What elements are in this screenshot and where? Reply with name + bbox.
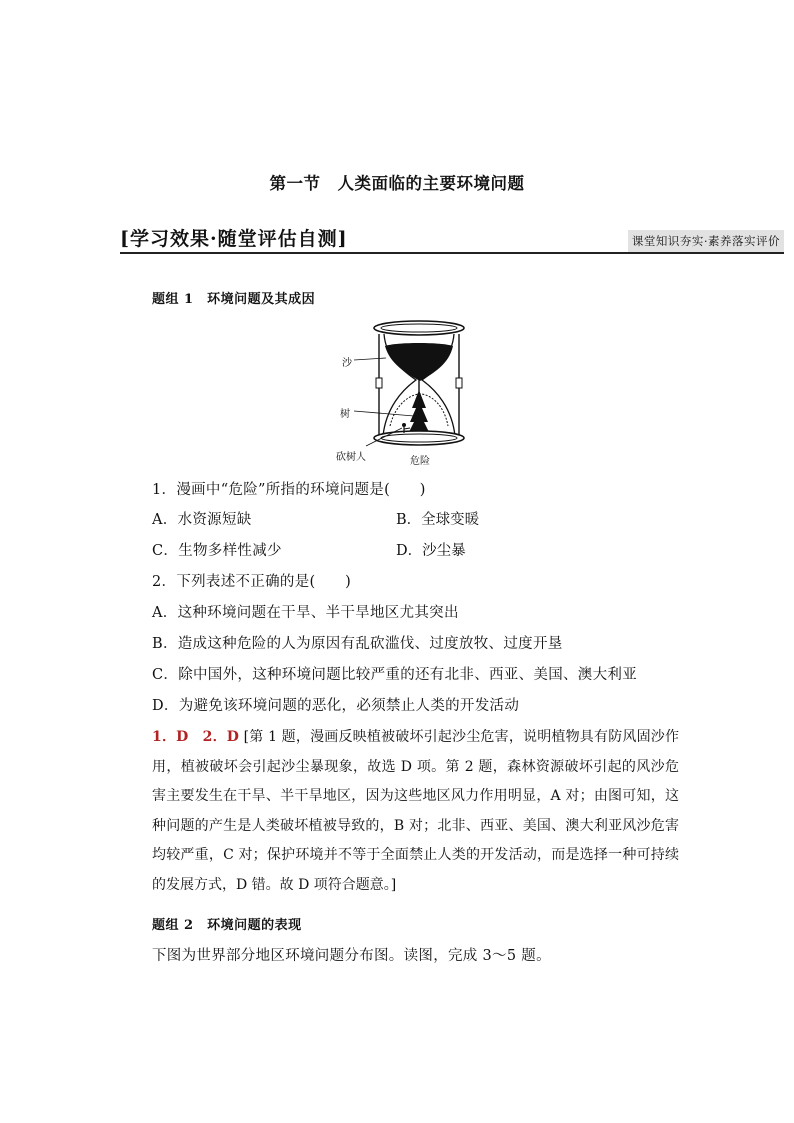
q2-option-c: C．除中国外，这种环境问题比较严重的还有北非、西亚、美国、澳大利亚 <box>152 667 637 683</box>
page-title: 第一节 人类面临的主要环境问题 <box>269 174 525 193</box>
hourglass-figure <box>336 318 486 470</box>
q2-option-d: D．为避免该环境问题的恶化，必须禁止人类的开发活动 <box>152 698 520 714</box>
group2-intro: 下图为世界部分地区环境问题分布图。读图，完成 3～5 题。 <box>152 948 551 964</box>
section-heading: [学习效果·随堂评估自测] <box>120 228 348 250</box>
q1-option-a: A．水资源短缺 <box>152 512 252 528</box>
label-tree: 树 <box>340 409 350 420</box>
answer-key: 1．D 2．D <box>152 729 239 745</box>
label-sand: 沙 <box>342 358 352 369</box>
section-tag: 课堂知识夯实·素养落实评价 <box>628 230 784 252</box>
q1-option-d: D．沙尘暴 <box>396 543 466 559</box>
q1-option-b: B．全球变暖 <box>396 512 480 528</box>
q2-stem: 2．下列表述不正确的是( ) <box>152 574 352 590</box>
q2-option-b: B．造成这种危险的人为原因有乱砍滥伐、过度放牧、过度开垦 <box>152 636 563 652</box>
answer-text: [第 1 题，漫画反映植被破坏引起沙尘危害，说明植物具有防风固沙作用，植被破坏会引起沙尘暴现象，故选 D 项。第 2 题，森林资源破坏引起的风沙危害主要发生在干旱、半干旱地区，因为这些地区风力作用明显，A 对；由图可知，这种问题的产生是人类破坏植被导致的，B 对；北非、西亚、美国、澳大利亚风沙危害均较严重，C 对；保护环境并不等于全面禁止人类的开发活动，而是选择一种可持续的发展方式，D 错。故 D 项符合题意。] <box>152 729 679 893</box>
q1-stem: 1．漫画中“危险”所指的环境问题是( ) <box>152 482 426 498</box>
group1-heading: 题组 1 环境问题及其成因 <box>152 292 316 307</box>
section-header <box>120 222 784 254</box>
answer-explanation <box>152 723 679 900</box>
label-danger: 危险 <box>410 456 430 467</box>
q1-option-c: C．生物多样性减少 <box>152 543 282 559</box>
q2-option-a: A．这种环境问题在干旱、半干旱地区尤其突出 <box>152 605 459 621</box>
group2-heading: 题组 2 环境问题的表现 <box>152 918 302 933</box>
label-cutter: 砍树人 <box>336 452 366 463</box>
